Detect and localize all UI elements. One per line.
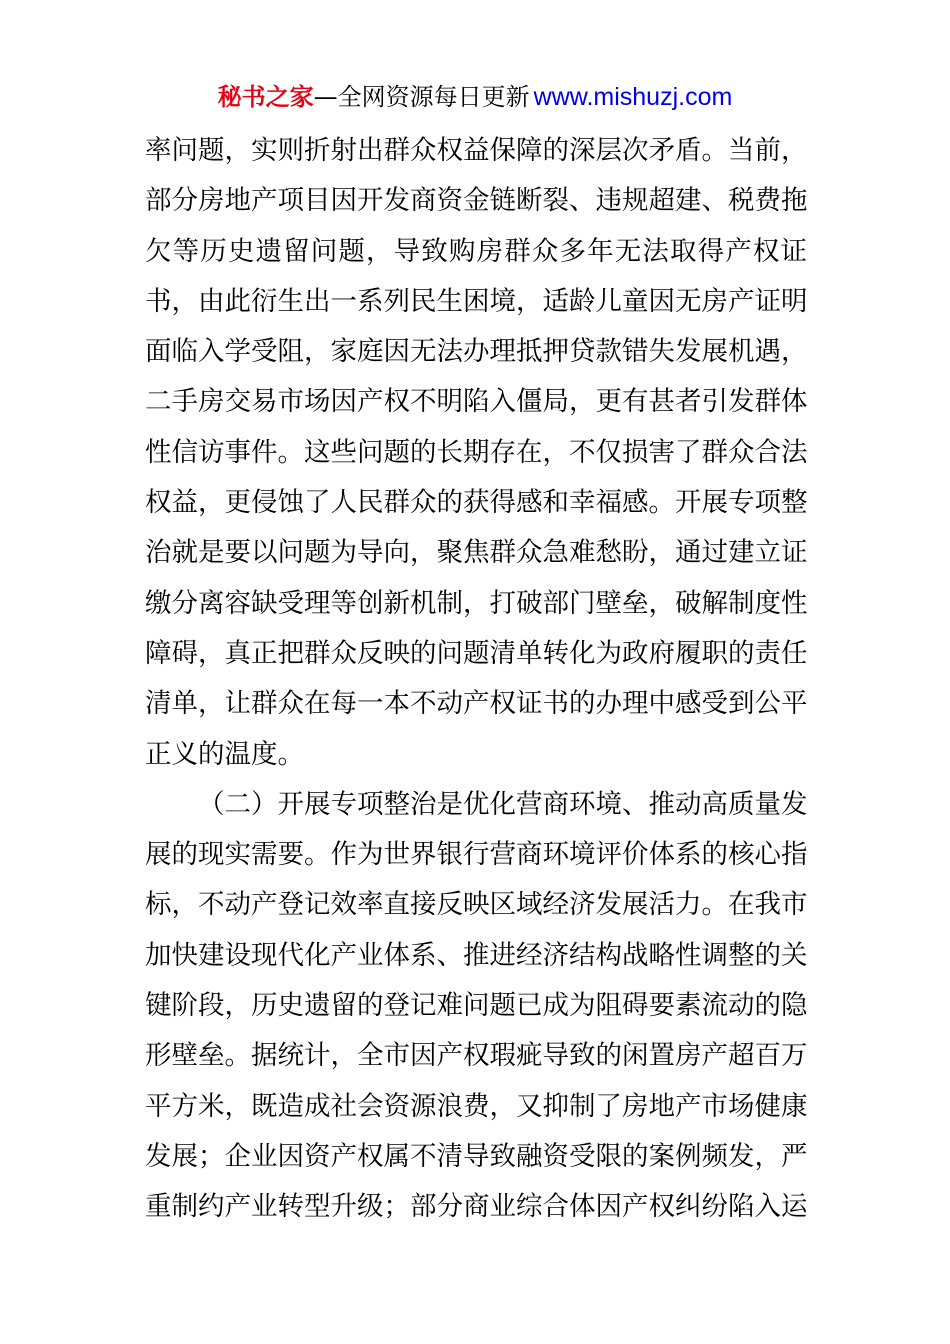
text-line: 欠等历史遗留问题，导致购房群众多年无法取得产权证 (145, 235, 807, 267)
text-line: 率问题，实则折射出群众权益保障的深层次矛盾。当前， (145, 135, 807, 166)
text-line: 键阶段，历史遗留的登记难问题已成为阻碍要素流动的隐 (145, 990, 807, 1022)
text-line: 发展；企业因资产权属不清导致融资受限的案例频发，严 (145, 1140, 807, 1172)
text-line: 标，不动产登记效率直接反映区域经济发展活力。在我市 (145, 889, 807, 921)
document-body (145, 126, 807, 1233)
text-line: 加快建设现代化产业体系、推进经济结构战略性调整的关 (145, 939, 807, 971)
site-tagline: —全网资源每日更新 (313, 83, 530, 111)
site-brand: 秘书之家 (217, 83, 314, 111)
text-line: 形壁垒。据统计，全市因产权瑕疵导致的闲置房产超百万 (145, 1040, 807, 1072)
text-line: 二手房交易市场因产权不明陷入僵局，更有甚者引发群体 (145, 386, 807, 418)
section-heading-line: （二）开展专项整治是优化营商环境、推动高质量发 (198, 788, 807, 820)
site-url-link[interactable]: www.mishuzj.com (533, 83, 733, 111)
text-line: 障碍，真正把群众反映的问题清单转化为政府履职的责任 (145, 637, 807, 669)
text-line: 正义的温度。 (145, 738, 304, 770)
text-line: 书，由此衍生出一系列民生困境，适龄儿童因无房产证明 (145, 285, 807, 317)
text-line: 治就是要以问题为导向，聚焦群众急难愁盼，通过建立证 (145, 537, 807, 569)
text-line: 缴分离容缺受理等创新机制，打破部门壁垒，破解制度性 (145, 587, 807, 619)
text-line: 权益，更侵蚀了人民群众的获得感和幸福感。开展专项整 (145, 487, 807, 519)
text-line: 重制约产业转型升级；部分商业综合体因产权纠纷陷入运 (145, 1191, 807, 1223)
site-header (0, 80, 950, 114)
text-line: 平方米，既造成社会资源浪费，又抑制了房地产市场健康 (145, 1090, 807, 1122)
text-line: 性信访事件。这些问题的长期存在，不仅损害了群众合法 (145, 436, 807, 468)
text-line: 部分房地产项目因开发商资金链断裂、违规超建、税费拖 (145, 185, 807, 217)
text-line: 清单，让群众在每一本不动产权证书的办理中感受到公平 (145, 688, 807, 720)
text-line: 展的现实需要。作为世界银行营商环境评价体系的核心指 (145, 839, 807, 871)
text-line: 面临入学受阻，家庭因无法办理抵押贷款错失发展机遇， (145, 336, 807, 368)
